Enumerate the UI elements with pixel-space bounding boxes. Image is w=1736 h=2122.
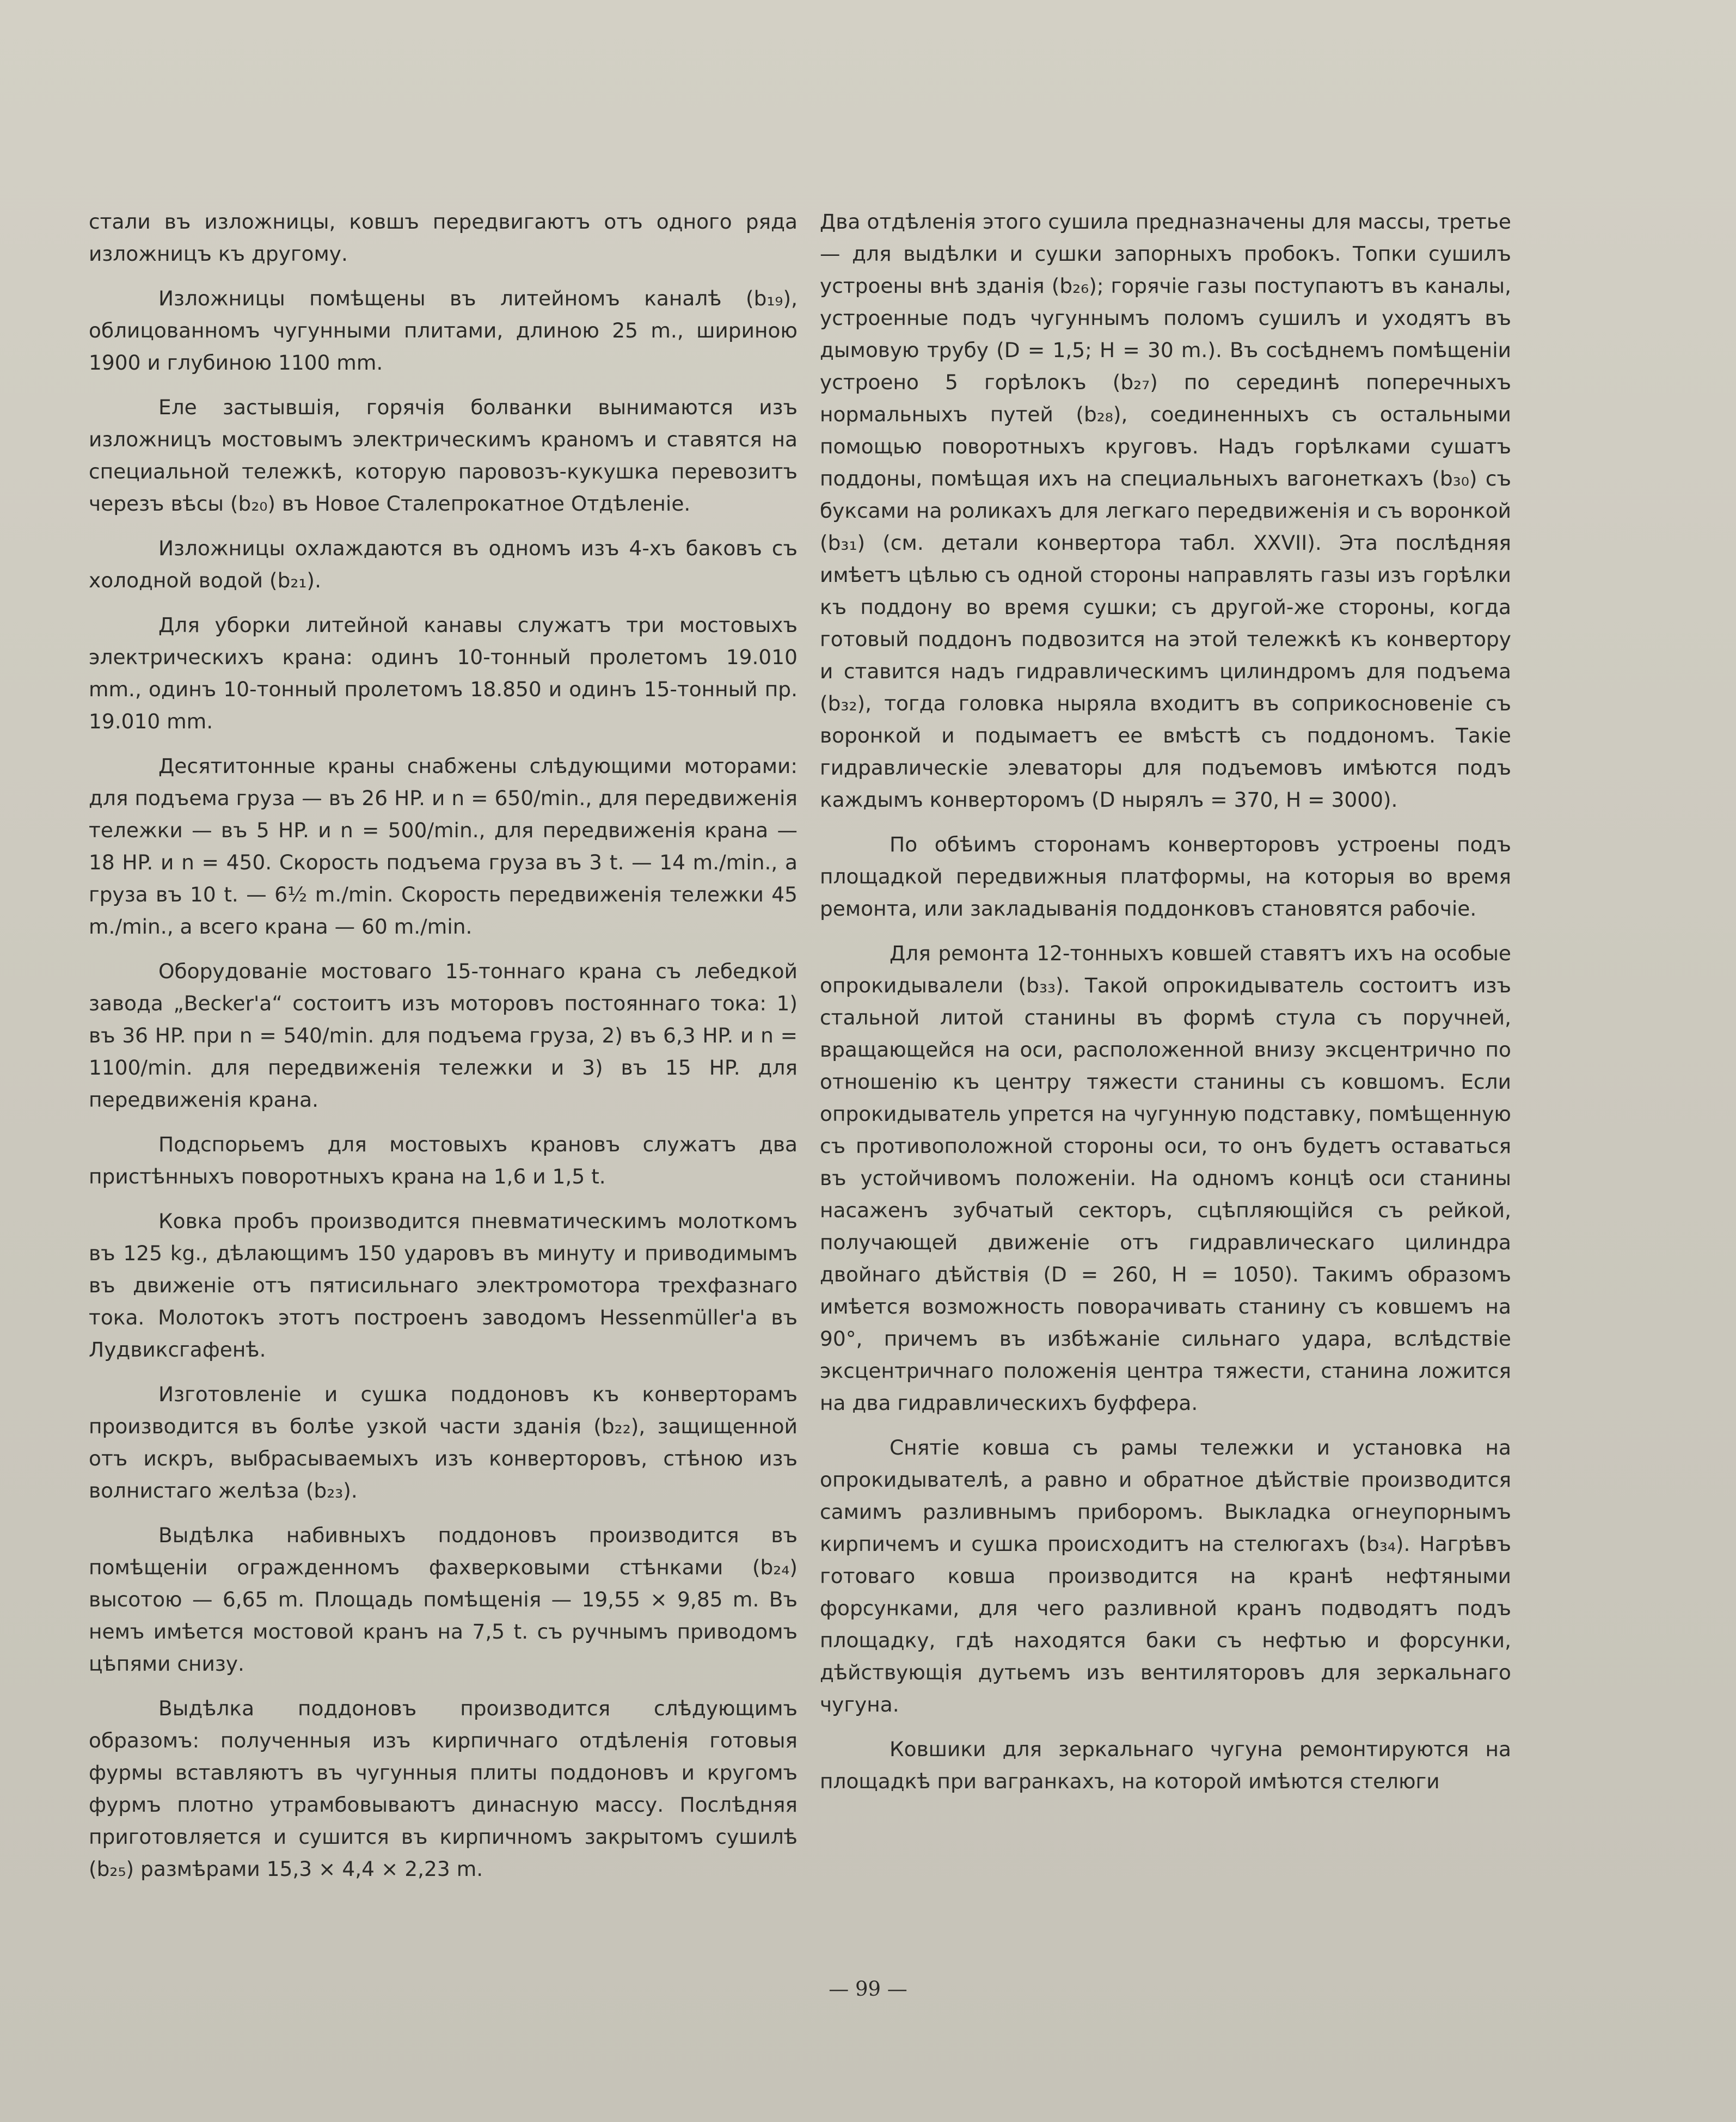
right-column <box>820 206 1511 1810</box>
paragraph: Два отдѣленія этого сушила предназначены для массы, третье — для выдѣлки и сушки запорныхъ пробокъ. Топки сушилъ устроены внѣ зданія (b₂₆); горячіе газы поступаютъ въ каналы, устроенные подъ чугуннымъ поломъ сушилъ и уходятъ въ дымовую трубу (D = 1,5; H = 30 m.). Въ сосѣднемъ помѣщеніи устроено 5 горѣлокъ (b₂₇) по серединѣ поперечныхъ нормальныхъ путей (b₂₈), соединенныхъ съ остальными помощью поворотныхъ круговъ. Надъ горѣлками сушатъ поддоны, помѣщая ихъ на специальныхъ вагонеткахъ (b₃₀) съ буксами на роликахъ для легкаго передвиженія и съ воронкой (b₃₁) (см. детали конвертора табл. XXVII). Эта послѣдняя имѣетъ цѣлью съ одной стороны направлять газы изъ горѣлки къ поддону во время сушки; съ другой-же стороны, когда готовый поддонъ подвозится на этой тележкѣ къ конвертору и ставится надъ гидравлическимъ цилиндромъ для подъема (b₃₂), тогда головка нырялa входитъ въ соприкосновеніе съ воронкой и подымаетъ ее вмѣстѣ съ поддономъ. Такіе гидравлическіе элеваторы для подъемовъ имѣются подъ каждымъ конверторомъ (D нырялъ = 370, H = 3000). <box>820 210 1511 812</box>
paragraph: Для ремонта 12-тонныхъ ковшей ставятъ ихъ на особые опрокидывалели (b₃₃). Такой опрокидыватель состоитъ изъ стальной литой станины въ формѣ стула съ поручней, вращающейся на оси, расположенной внизу эксцентрично по отношенію къ центру тяжести станины съ ковшомъ. Если опрокидыватель упрется на чугунную подставку, помѣщенную съ противоположной стороны оси, то онъ будетъ оставаться въ устойчивомъ положеніи. На одномъ концѣ оси станины насаженъ зубчатый секторъ, сцѣпляющійся съ рейкой, получающей движеніе отъ гидравлическаго цилиндра двойнаго дѣйствія (D = 260, H = 1050). Такимъ образомъ имѣется возможность поворачивать станину съ ковшемъ на 90°, причемъ въ избѣжаніе сильнаго удара, вслѣдствіе эксцентричнаго положенія центра тяжести, станина ложится на два гидравлическихъ буффера. <box>820 941 1511 1415</box>
paragraph: Снятіе ковша съ рамы тележки и установка на опрокидывателѣ, а равно и обратное дѣйствіе производится самимъ разливнымъ приборомъ. Выкладка огнеупорнымъ кирпичемъ и сушка происходитъ на стелюгахъ (b₃₄). Нагрѣвъ готоваго ковша производится на кранѣ нефтяными форсунками, для чего разливной кранъ подводятъ подъ площадку, гдѣ находятся баки съ нефтью и форсунки, дѣйствующія дутьемъ изъ вентиляторовъ для зеркальнаго чугуна. <box>820 1436 1511 1716</box>
paragraph: стали въ изложницы, ковшъ передвигаютъ отъ одного ряда изложницъ къ другому. <box>89 210 798 266</box>
paragraph: Изложницы охлаждаются въ одномъ изъ 4-хъ баковъ съ холодной водой (b₂₁). <box>89 536 798 592</box>
paragraph: Еле застывшія, горячія болванки вынимаются изъ изложницъ мостовымъ электрическимъ краномъ и ставятся на специальной тележкѣ, которую паровозъ-кукушка перевозитъ черезъ вѣсы (b₂₀) въ Новое Сталепрокатное Отдѣленіе. <box>89 395 798 516</box>
paragraph: Десятитонные краны снабжены слѣдующими моторами: для подъема груза — въ 26 HP. и n = 650/min., для передвиженія тележки — въ 5 HP. и n = 500/min., для передвиженія крана — 18 HP. и n = 450. Скорость подъема груза въ 3 t. — 14 m./min., а груза въ 10 t. — 6½ m./min. Скорость передвиженія тележки 45 m./min., а всего крана — 60 m./min. <box>89 754 798 939</box>
paragraph: Ковка пробъ производится пневматическимъ молоткомъ въ 125 kg., дѣлающимъ 150 ударовъ въ минуту и приводимымъ въ движеніе отъ пятисильнаго электромотора трехфазнаго тока. Молотокъ этотъ построенъ заводомъ Hessenmüller'a въ Лудвиксгафенѣ. <box>89 1209 798 1361</box>
paragraph: Подспорьемъ для мостовыхъ крановъ служатъ два пристѣнныхъ поворотныхъ крана на 1,6 и 1,5 t. <box>89 1132 798 1188</box>
paragraph: Оборудованіе мостоваго 15-тоннаго крана съ лебедкой завода „Becker'a“ состоитъ изъ моторовъ постояннаго тока: 1) въ 36 HP. при n = 540/min. для подъема груза, 2) въ 6,3 HP. и n = 1100/min. для передвиженія тележки и 3) въ 15 HP. для передвиженія крана. <box>89 959 798 1112</box>
paragraph: Ковшики для зеркальнаго чугуна ремонтируются на площадкѣ при вагранкахъ, на которой имѣются стелюги <box>820 1737 1511 1793</box>
left-column <box>89 206 798 1898</box>
paragraph: По обѣимъ сторонамъ конверторовъ устроены подъ площадкой передвижныя платформы, на которыя во время ремонта, или закладыванія поддонковъ становятся рабочіе. <box>820 832 1511 921</box>
paragraph: Для уборки литейной канавы служатъ три мостовыхъ электрическихъ крана: одинъ 10-тонный пролетомъ 19.010 mm., одинъ 10-тонный пролетомъ 18.850 и одинъ 15-тонный пр. 19.010 mm. <box>89 613 798 733</box>
paragraph: Выдѣлка поддоновъ производится слѣдующимъ образомъ: полученныя изъ кирпичнаго отдѣленія готовыя фурмы вставляютъ въ чугунныя плиты поддоновъ и кругомъ фурмъ плотно утрамбовываютъ динасную массу. Послѣдняя приготовляется и сушится въ кирпичномъ закрытомъ сушилѣ (b₂₅) размѣрами 15,3 × 4,4 × 2,23 m. <box>89 1696 798 1881</box>
paragraph: Изготовленіе и сушка поддоновъ къ конверторамъ производится въ болѣе узкой части зданія (b₂₂), защищенной отъ искръ, выбрасываемыхъ изъ конверторовъ, стѣною изъ волнистаго желѣза (b₂₃). <box>89 1382 798 1502</box>
paragraph: Выдѣлка набивныхъ поддоновъ производится въ помѣщеніи огражденномъ фахверковыми стѣнками (b₂₄) высотою — 6,65 m. Площадь помѣщенія — 19,55 × 9,85 m. Въ немъ имѣется мостовой кранъ на 7,5 t. съ ручнымъ приводомъ цѣпями снизу. <box>89 1523 798 1676</box>
paragraph: Изложницы помѣщены въ литейномъ каналѣ (b₁₉), облицованномъ чугунными плитами, длиною 25 m., шириною 1900 и глубиною 1100 mm. <box>89 286 798 375</box>
page-number: — 99 — <box>829 1977 907 2001</box>
